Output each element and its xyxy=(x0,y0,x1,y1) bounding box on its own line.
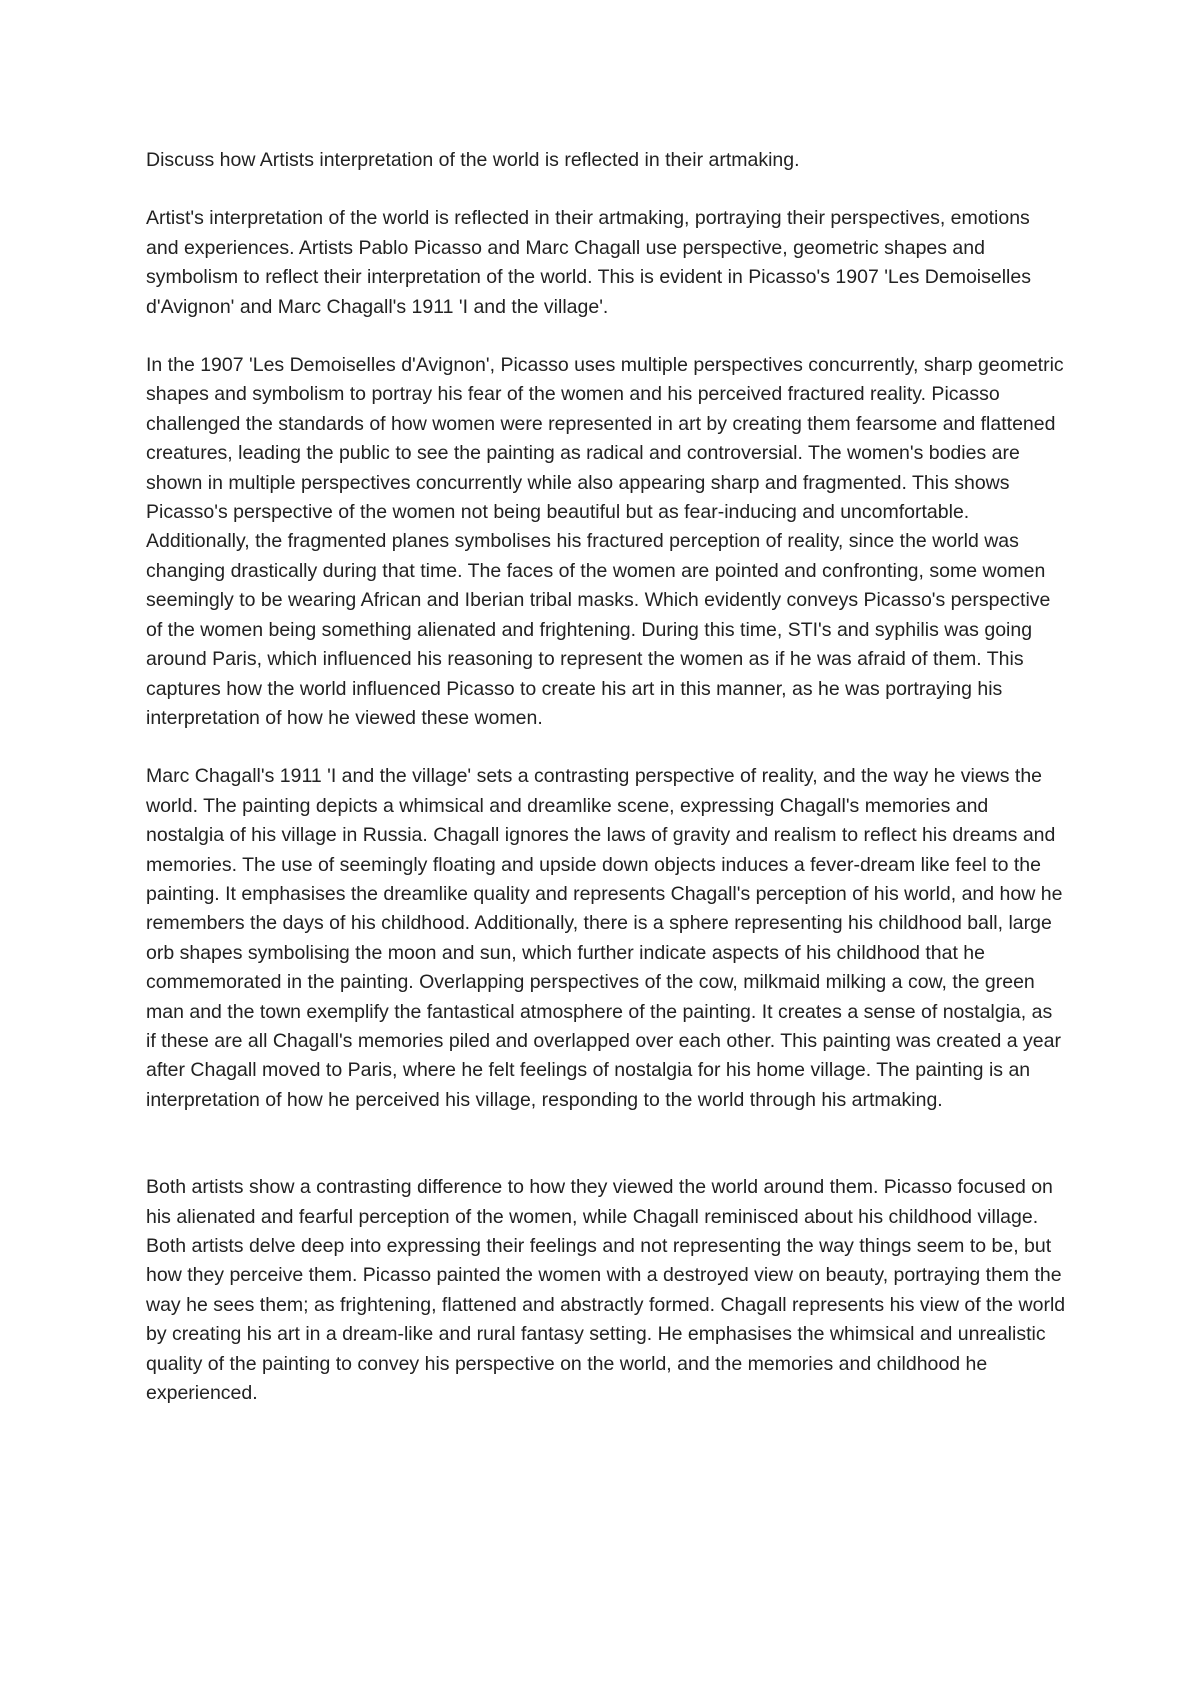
paragraph-conclusion: Both artists show a contrasting difference to how they viewed the world around them. Picasso focused on his alienated and fearful perception of the women, while Chagall reminisced about his childhood village. Both artists delve deep into expressing their feelings and not representing the way things seem to be, but how they perceive them. Picasso painted the women with a destroyed view on beauty, portraying them the way he sees them; as frightening, flattened and abstractly formed. Chagall represents his view of the world by creating his art in a dream-like and rural fantasy setting. He emphasises the whimsical and unrealistic quality of the painting to convey his perspective on the world, and the memories and childhood he experienced. xyxy=(146,1176,1066,1405)
paragraph-picasso: In the 1907 'Les Demoiselles d'Avignon', Picasso uses multiple perspectives concurrently, sharp geometric shapes and symbolism to portray his fear of the women and his perceived fractured reality. Picasso challenged the standards of how women were represented in art by creating them fearsome and flattened creatures, leading the public to see the painting as radical and controversial. The women's bodies are shown in multiple perspectives concurrently while also appearing sharp and fragmented. This shows Picasso's perspective of the women not being beautiful but as fear-inducing and uncomfortable. Additionally, the fragmented planes symbolises his fractured perception of reality, since the world was changing drastically during that time. The faces of the women are pointed and confronting, some women seemingly to be wearing African and Iberian tribal masks. Which evidently conveys Picasso's perspective of the women being something alienated and frightening. During this time, STI's and syphilis was going around Paris, which influenced his reasoning to represent the women as if he was afraid of them. This captures how the world influenced Picasso to create his art in this manner, as he was portraying his interpretation of how he viewed these women. xyxy=(146,354,1064,729)
paragraph-introduction: Artist's interpretation of the world is reflected in their artmaking, portraying their perspectives, emotions and experiences. Artists Pablo Picasso and Marc Chagall use perspective, geometric shapes and symbolism to reflect their interpretation of the world. This is evident in Picasso's 1907 'Les Demoiselles d'Avignon' and Marc Chagall's 1911 'I and the village'. xyxy=(146,207,1031,318)
essay-question: Discuss how Artists interpretation of the world is reflected in their artmaking. xyxy=(146,149,800,171)
paragraph-chagall: Marc Chagall's 1911 'I and the village' sets a contrasting perspective of reality, and the way he views the world. The painting depicts a whimsical and dreamlike scene, expressing Chagall's memories and nostalgia of his village in Russia. Chagall ignores the laws of gravity and realism to reflect his dreams and memories. The use of seemingly floating and upside down objects induces a fever-dream like feel to the painting. It emphasises the dreamlike quality and represents Chagall's perception of his world, and how he remembers the days of his childhood. Additionally, there is a sphere representing his childhood ball, large orb shapes symbolising the moon and sun, which further indicate aspects of his childhood that he commemorated in the painting. Overlapping perspectives of the cow, milkmaid milking a cow, the green man and the town exemplify the fantastical atmosphere of the painting. It creates a sense of nostalgia, as if these are all Chagall's memories piled and overlapped over each other. This painting was created a year after Chagall moved to Paris, where he felt feelings of nostalgia for his home village. The painting is an interpretation of how he perceived his village, responding to the world through his artmaking. xyxy=(146,765,1063,1111)
document-body xyxy=(146,146,1066,1437)
